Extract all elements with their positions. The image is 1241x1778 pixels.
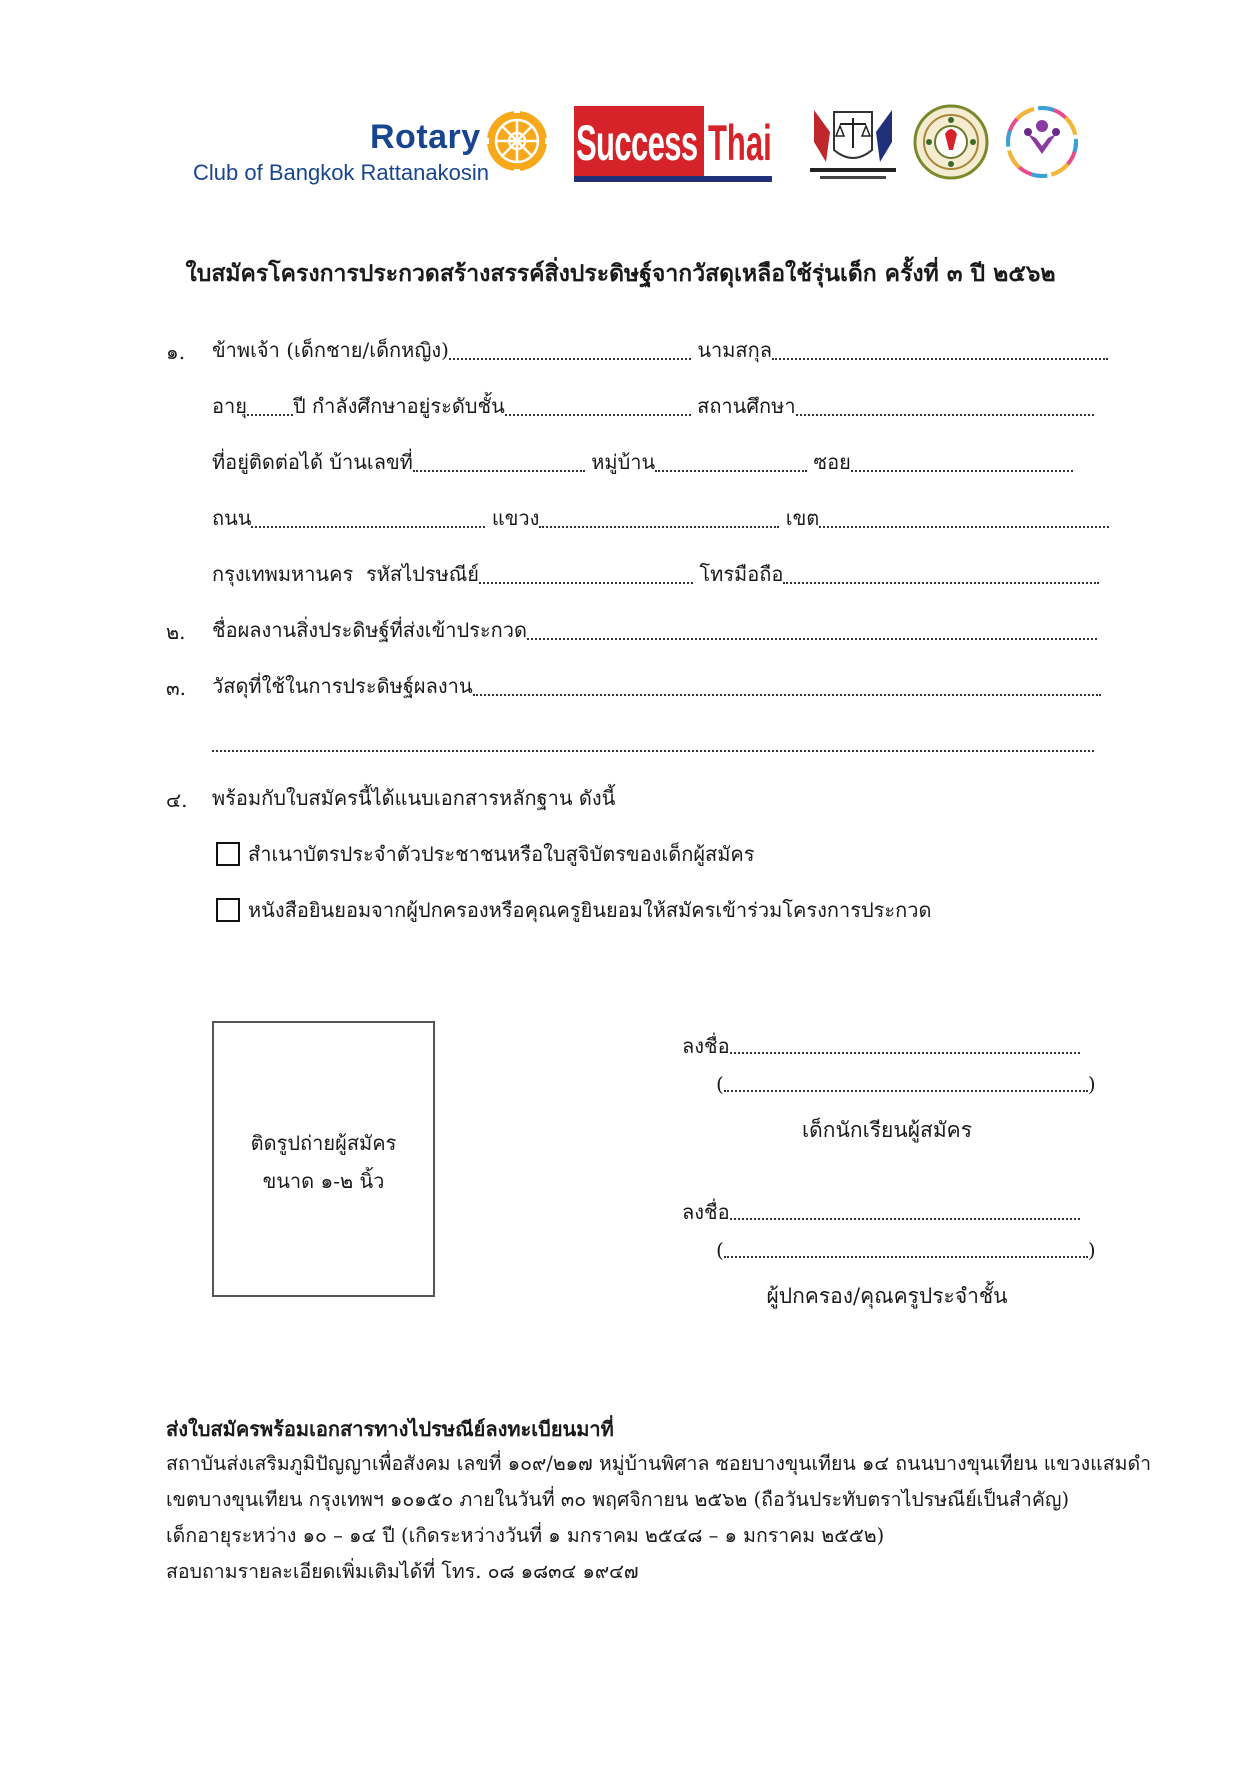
applicant-printed-name-field[interactable] [724,1072,1088,1096]
mobile-label: โทรมือถือ [699,562,784,586]
round-emblem-seal-icon [913,104,989,180]
section-number: ๑. [166,340,186,364]
guardian-signature-row [682,1196,1080,1228]
village-field[interactable] [655,448,807,476]
eligibility-line: เด็กอายุระหว่าง ๑๐ – ๑๔ ปี (เกิดระหว่างวันที่ ๑ มกราคม ๒๕๔๘ – ๑ มกราคม ๒๕๕๒) [166,1524,885,1547]
postcode-row [212,560,1099,588]
road-field[interactable] [251,504,485,532]
colorful-people-circle-icon [1002,102,1082,182]
submission-heading: ส่งใบสมัครพร้อมเอกสารทางไปรษณีย์ลงทะเบียนมาที่ [166,1417,614,1441]
guardian-name-row [716,1238,1096,1262]
id-copy-label: สำเนาบัตรประจำตัวประชาชนหรือใบสูจิบัตรของเด็กผู้สมัคร [248,842,755,866]
justice-scales-seal-icon [806,102,900,182]
name-field[interactable] [449,336,691,364]
work-title-field[interactable] [527,616,1097,644]
surname-label: นามสกุล [697,338,772,362]
mobile-field[interactable] [783,560,1099,588]
work-title-label: ชื่อผลงานสิ่งประดิษฐ์ที่ส่งเข้าประกวด [212,618,527,642]
subdistrict-label: แขวง [491,506,540,530]
subdistrict-field[interactable] [539,504,779,532]
age-label: อายุ [212,394,247,418]
section-number: ๔. [166,788,188,812]
materials-field-2[interactable] [212,728,1094,756]
province-label: กรุงเทพมหานคร [212,562,354,586]
sign-label: ลงชื่อ [682,1034,730,1058]
materials-field[interactable] [473,672,1101,700]
sign-label: ลงชื่อ [682,1200,730,1224]
rotary-wheel-icon [484,108,550,174]
id-copy-checkbox[interactable] [216,842,240,866]
success-logo-word: Success [576,115,698,171]
village-label: หมู่บ้าน [591,450,656,474]
applicant-name-row [716,1072,1096,1096]
photo-size: ขนาด ๑-๒ นิ้ว [262,1169,385,1193]
name-row [212,336,1108,364]
age-row [212,392,1094,420]
attachments-label: พร้อมกับใบสมัครนี้ได้แนบเอกสารหลักฐาน ดังนี้ [212,786,616,810]
soi-field[interactable] [851,448,1073,476]
school-label: สถานศึกษา [697,394,796,418]
rotary-logo-text: Rotary [370,118,481,156]
materials-label: วัสดุที่ใช้ในการประดิษฐ์ผลงาน [212,674,473,698]
address-label: ที่อยู่ติดต่อได้ บ้านเลขที่ [212,450,413,474]
grade-label: ปี กำลังศึกษาอยู่ระดับชั้น [292,394,505,418]
success-thai-logo [574,106,772,182]
district-label: เขต [785,506,820,530]
school-field[interactable] [796,392,1094,420]
postcode-field[interactable] [479,560,693,588]
guardian-signature-field[interactable] [730,1200,1080,1224]
guardian-role: ผู้ปกครอง/คุณครูประจำชั้น [766,1284,1008,1308]
thai-logo-word: Thai [708,115,772,171]
name-label: ข้าพเจ้า (เด็กชาย/เด็กหญิง) [212,338,449,362]
postcode-label: รหัสไปรษณีย์ [365,562,480,586]
page-title: ใบสมัครโครงการประกวดสร้างสรรค์สิ่งประดิษฐ์จากวัสดุเหลือใช้รุ่นเด็ก ครั้งที่ ๓ ปี ๒๕๖๒ [185,260,1056,287]
grade-field[interactable] [505,392,691,420]
photo-instruction: ติดรูปถ่ายผู้สมัคร [250,1131,397,1155]
age-field[interactable] [247,392,293,420]
district-field[interactable] [819,504,1109,532]
address-row [212,448,1073,476]
paren-open: ( [716,1238,724,1262]
section-number: ๒. [166,620,186,644]
materials-row [212,672,1101,700]
submission-address-line: สถาบันส่งเสริมภูมิปัญญาเพื่อสังคม เลขที่ ๑๐๙/๒๑๗ หมู่บ้านพิศาล ซอยบางขุนเทียน ๑๔ ถนนบางขุนเทียน แขวงแสมดำ [166,1452,1152,1475]
rotary-club-name: Club of Bangkok Rattanakosin [193,160,489,185]
paren-close: ) [1087,1238,1096,1262]
consent-letter-label: หนังสือยินยอมจากผู้ปกครองหรือคุณครูยินยอมให้สมัครเข้าร่วมโครงการประกวด [248,898,932,922]
applicant-signature-row [682,1030,1080,1062]
paren-open: ( [716,1072,724,1096]
section-number: ๓. [166,676,187,700]
contact-line: สอบถามรายละเอียดเพิ่มเติมได้ที่ โทร. ๐๘ ๑๘๓๔ ๑๙๔๗ [166,1560,639,1583]
applicant-role: เด็กนักเรียนผู้สมัคร [801,1118,972,1142]
paren-close: ) [1087,1072,1096,1096]
work-title-row [212,616,1097,644]
house-number-field[interactable] [413,448,585,476]
submission-deadline-line: เขตบางขุนเทียน กรุงเทพฯ ๑๐๑๕๐ ภายในวันที่ ๓๐ พฤศจิกายน ๒๕๖๒ (ถือวันประทับตราไปรษณีย์เป็นสำคัญ) [166,1488,1070,1511]
photo-box[interactable] [212,1021,435,1297]
road-label: ถนน [212,506,252,530]
surname-field[interactable] [772,336,1108,364]
road-row [212,504,1109,532]
consent-letter-checkbox[interactable] [216,898,240,922]
applicant-signature-field[interactable] [730,1034,1080,1058]
guardian-printed-name-field[interactable] [724,1238,1088,1262]
materials-row-2 [212,728,1094,756]
soi-label: ซอย [813,450,851,474]
